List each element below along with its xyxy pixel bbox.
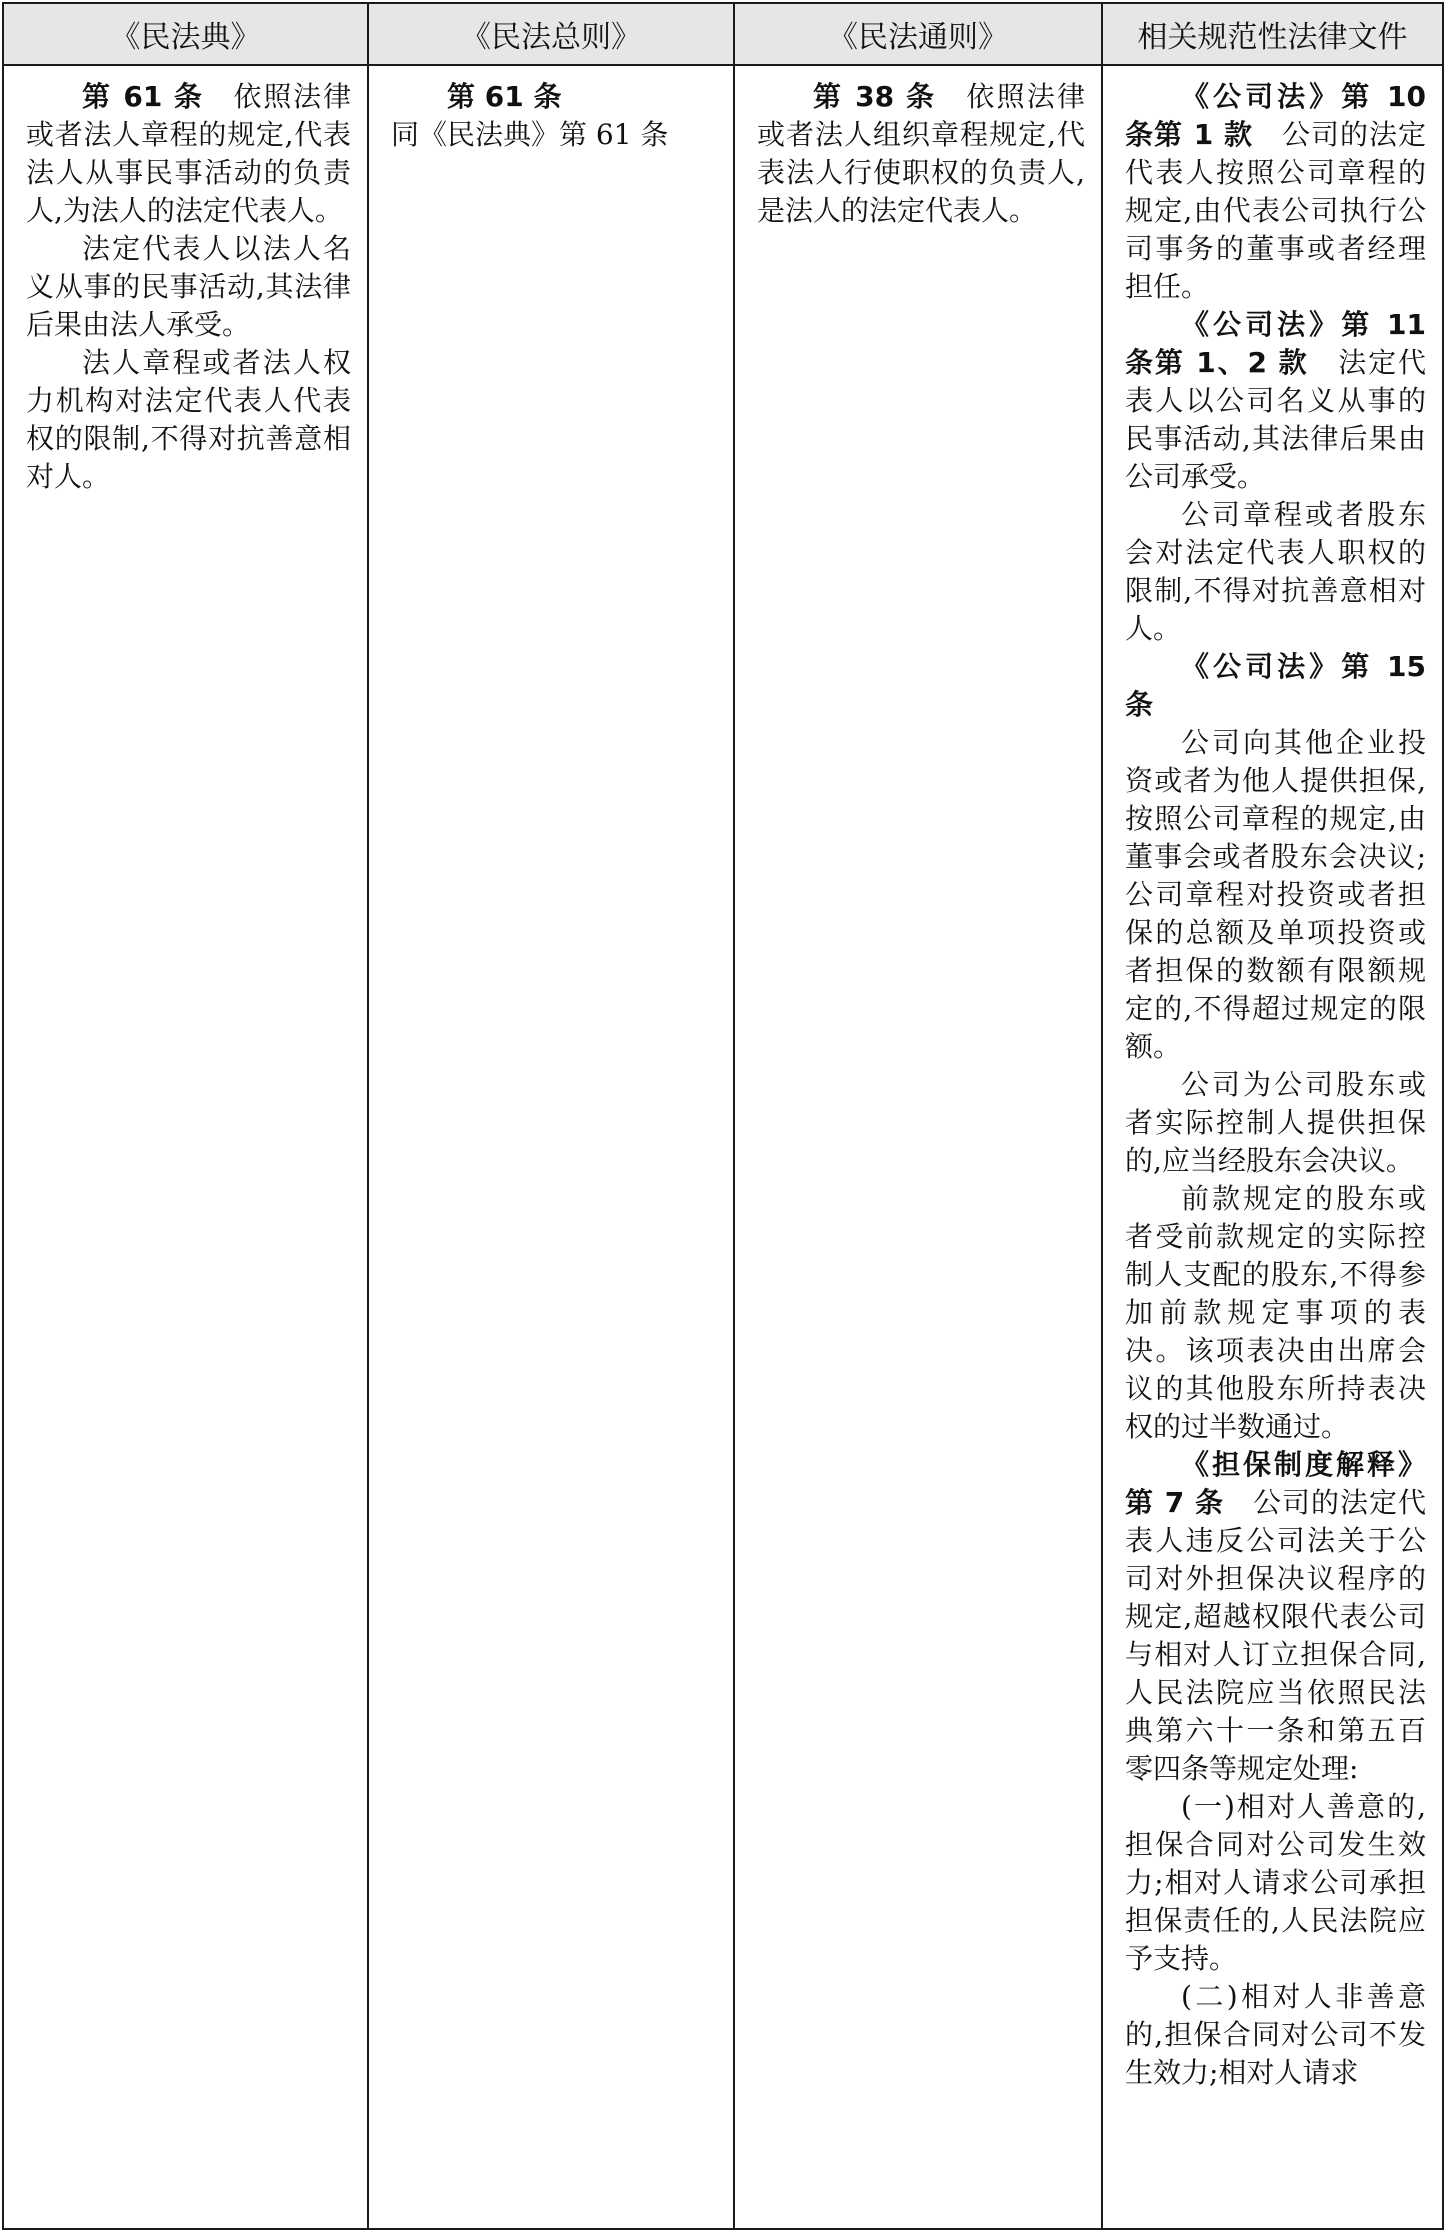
ref3-title-para: [1125, 648, 1426, 724]
civil-code-cell: [3, 65, 368, 2229]
ref4-item-1: (一)相对人善意的,担保合同对公司发生效力;相对人请求公司承担担保责任的,人民法院应予支持。: [1125, 1790, 1426, 1975]
ref4-item-2: (二)相对人非善意的,担保合同对公司不发生效力;相对人请求: [1125, 1980, 1426, 2089]
header-general-principles: 《民法通则》: [734, 3, 1102, 65]
header-row: [3, 3, 1443, 65]
related-documents-cell: [1102, 65, 1443, 2229]
civil-code-article-text: 依照法律或者法人章程的规定,代表法人从事民事活动的负责人,为法人的法定代表人。: [26, 80, 351, 227]
general-provisions-para-1: [391, 78, 717, 116]
general-provisions-article-number: 第 61 条: [447, 80, 562, 113]
general-principles-cell: [734, 65, 1102, 2229]
ref3-para-1: 公司向其他企业投资或者为他人提供担保,按照公司章程的规定,由董事会或者股东会决议;公司章程对投资或者担保的总额及单项投资或者担保的数额有限额规定的,不得超过规定的限额。: [1125, 726, 1426, 1063]
ref3-para-3: 前款规定的股东或者受前款规定的实际控制人支配的股东,不得参加前款规定事项的表决。该项表决由出席会议的其他股东所持表决权的过半数通过。: [1125, 1182, 1426, 1443]
general-principles-para-1: [757, 78, 1085, 230]
law-comparison-table: [2, 2, 1444, 2230]
ref3-para-2: 公司为公司股东或者实际控制人提供担保的,应当经股东会决议。: [1125, 1068, 1426, 1177]
header-general-provisions: 《民法总则》: [368, 3, 734, 65]
civil-code-article-number: 第 61 条: [82, 80, 204, 113]
ref2-para: [1125, 306, 1426, 496]
civil-code-para-1: [26, 78, 351, 230]
civil-code-para-2: 法定代表人以法人名义从事的民事活动,其法律后果由法人承受。: [26, 232, 351, 341]
ref4-para: [1125, 1446, 1426, 1788]
header-related-documents: 相关规范性法律文件: [1102, 3, 1443, 65]
ref2-title: 《公司法》第 11 条第 1、2 款: [1125, 308, 1426, 379]
header-civil-code: 《民法典》: [3, 3, 368, 65]
general-principles-article-text: 依照法律或者法人组织章程规定,代表法人行使职权的负责人,是法人的法定代表人。: [757, 80, 1085, 227]
general-provisions-para-2: 同《民法典》第 61 条: [391, 118, 669, 151]
general-provisions-cell: [368, 65, 734, 2229]
general-principles-article-number: 第 38 条: [813, 80, 937, 113]
ref3-title: 《公司法》第 15 条: [1125, 650, 1426, 721]
ref4-title: 《担保制度解释》第 7 条: [1125, 1448, 1426, 1519]
ref1-para: [1125, 78, 1426, 306]
content-row: [3, 65, 1443, 2229]
ref2-para-2: 公司章程或者股东会对法定代表人职权的限制,不得对抗善意相对人。: [1125, 498, 1426, 645]
ref1-text: 公司的法定代表人按照公司章程的规定,由代表公司执行公司事务的董事或者经理担任。: [1125, 118, 1426, 303]
ref1-title: 《公司法》第 10 条第 1 款: [1125, 80, 1426, 151]
ref4-text: 公司的法定代表人违反公司法关于公司对外担保决议程序的规定,超越权限代表公司与相对人订立担保合同,人民法院应当依照民法典第六十一条和第五百零四条等规定处理:: [1125, 1486, 1426, 1785]
ref2-text: 法定代表人以公司名义从事的民事活动,其法律后果由公司承受。: [1125, 346, 1426, 493]
civil-code-para-3: 法人章程或者法人权力机构对法定代表人代表权的限制,不得对抗善意相对人。: [26, 346, 351, 493]
